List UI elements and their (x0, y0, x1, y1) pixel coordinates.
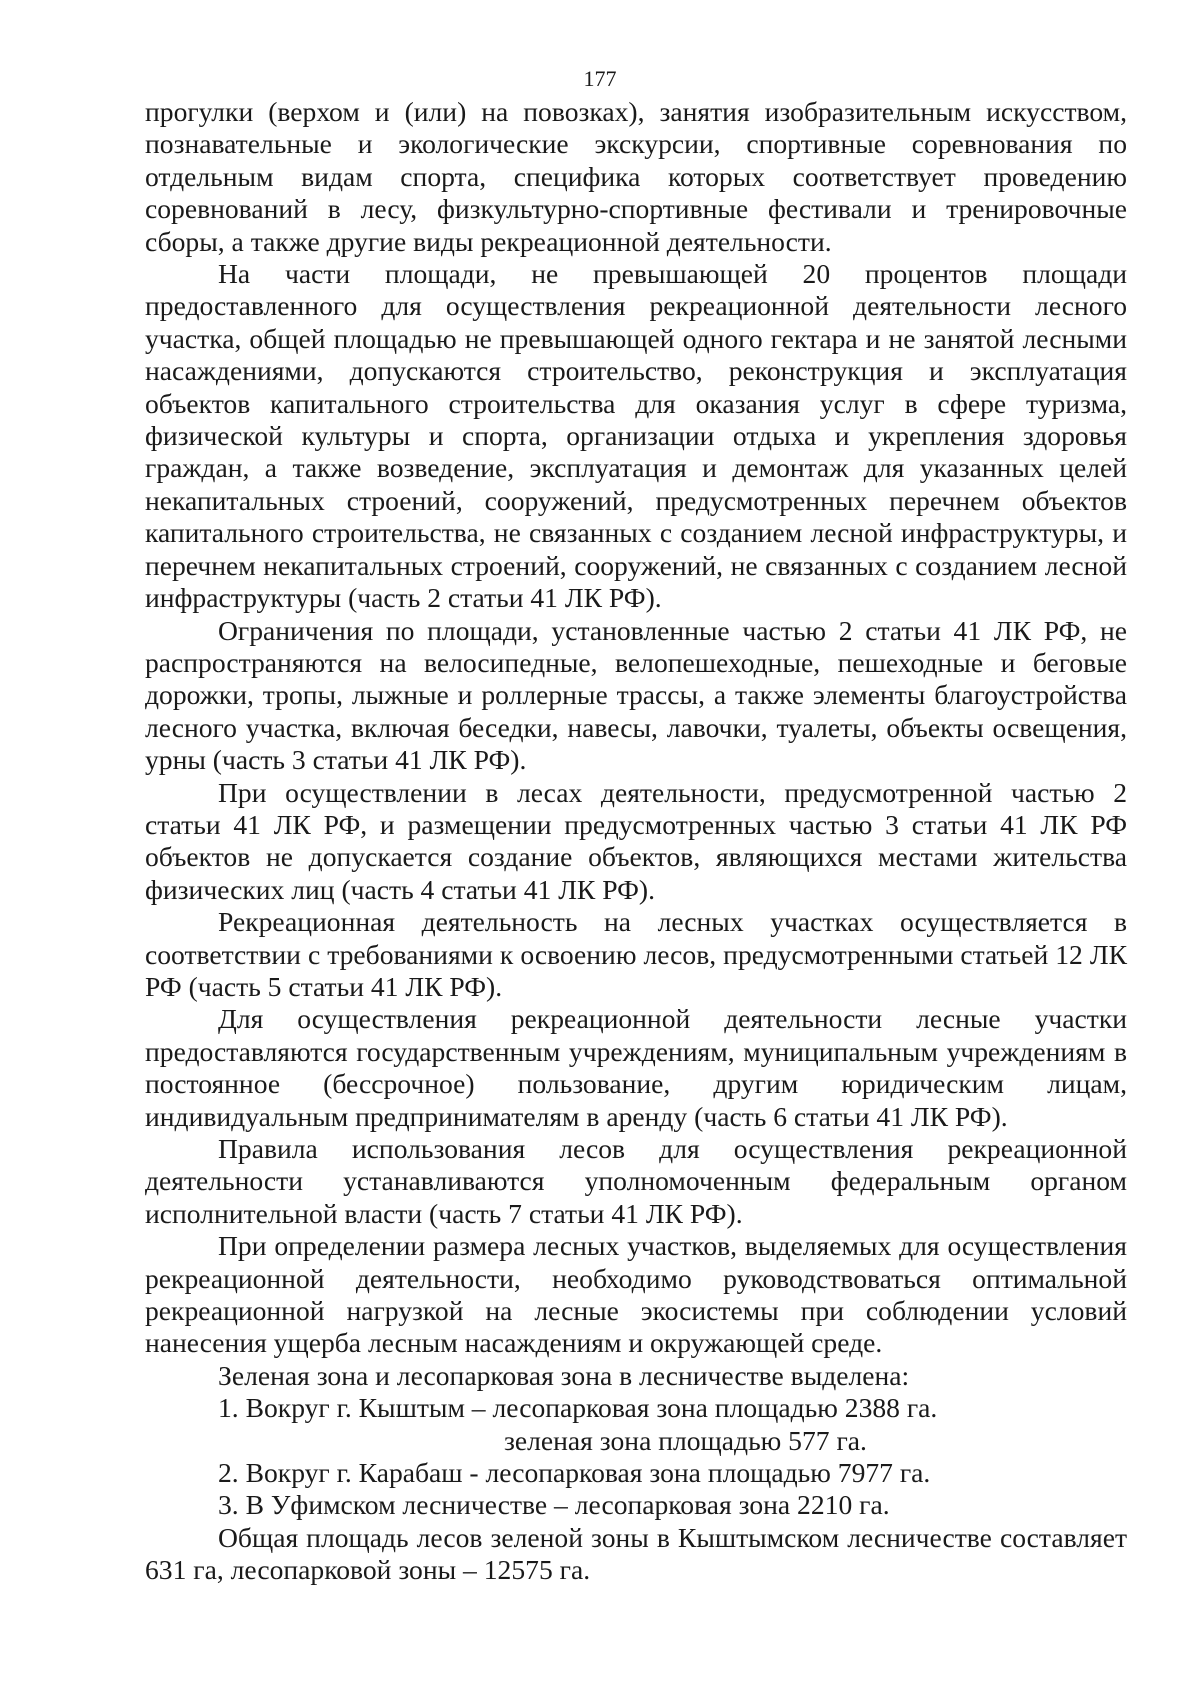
summary-paragraph: Общая площадь лесов зеленой зоны в Кыштымском лесничестве составляет 631 га, лесопарковой зоны – 12575 га. (145, 1521, 1127, 1586)
paragraph: Ограничения по площади, установленные частью 2 статьи 41 ЛК РФ, не распространяются на велосипедные, велопешеходные, пешеходные и беговые дорожки, тропы, лыжные и роллерные трассы, а также элементы благоустройства лесного участка, включая беседки, навесы, лавочки, туалеты, объекты освещения, урны (часть 3 статьи 41 ЛК РФ). (145, 614, 1127, 776)
zones-intro: Зеленая зона и лесопарковая зона в лесничестве выделена: (218, 1359, 910, 1391)
paragraph: Для осуществления рекреационной деятельности лесные участки предоставляются государственным учреждениям, муниципальным учреждениям в постоянное (бессрочное) пользование, другим юридическим лицам, индивидуальным предпринимателям в аренду (часть 6 статьи 41 ЛК РФ). (145, 1003, 1127, 1132)
zone-list-item: 1. Вокруг г. Кыштым – лесопарковая зона площадью 2388 га. (218, 1392, 938, 1424)
paragraph: На части площади, не превышающей 20 процентов площади предоставленного для осуществления рекреационной деятельности лесного участка, общей площадью не превышающей одного гектара и не занятой лесными насаждениями, допускаются строительство, реконструкция и эксплуатация объектов капитального строительства для оказания услуг в сфере туризма, физической культуры и спорта, организации отдыха и укрепления здоровья граждан, а также возведение, эксплуатация и демонтаж для указанных целей некапитальных строений, сооружений, предусмотренных перечнем объектов капитального строительства, не связанных с созданием лесной инфраструктуры, и перечнем некапитальных строений, сооружений, не связанных с созданием лесной инфраструктуры (часть 2 статьи 41 ЛК РФ). (145, 258, 1127, 614)
page-number: 177 (583, 66, 617, 91)
paragraph: При осуществлении в лесах деятельности, предусмотренной частью 2 статьи 41 ЛК РФ, и размещении предусмотренных частью 3 статьи 41 ЛК РФ объектов не допускается создание объектов, являющихся местами жительства физических лиц (часть 4 статьи 41 ЛК РФ). (145, 776, 1127, 905)
body-text (145, 96, 1127, 1587)
paragraph: Рекреационная деятельность на лесных участках осуществляется в соответствии с требованиями к освоению лесов, предусмотренными статьей 12 ЛК РФ (часть 5 статьи 41 ЛК РФ). (145, 906, 1127, 1002)
zone-list-item: 3. В Уфимском лесничестве – лесопарковая зона 2210 га. (218, 1489, 890, 1521)
zone-list-item: 2. Вокруг г. Карабаш - лесопарковая зона площадью 7977 га. (218, 1457, 931, 1489)
paragraph: прогулки (верхом и (или) на повозках), занятия изобразительным искусством, познавательные и экологические экскурсии, спортивные соревнования по отдельным видам спорта, специфика которых соответствует проведению соревнований в лесу, физкультурно-спортивные фестивали и тренировочные сборы, а также другие виды рекреационной деятельности. (145, 96, 1127, 257)
zone-list-item-continuation: зеленая зона площадью 577 га. (504, 1424, 867, 1456)
paragraph: При определении размера лесных участков, выделяемых для осуществления рекреационной деятельности, необходимо руководствоваться оптимальной рекреационной нагрузкой на лесные экосистемы при соблюдении условий нанесения ущерба лесным насаждениям и окружающей среде. (145, 1230, 1127, 1359)
paragraph: Правила использования лесов для осуществления рекреационной деятельности устанавливаются уполномоченным федеральным органом исполнительной власти (часть 7 статьи 41 ЛК РФ). (145, 1133, 1127, 1229)
